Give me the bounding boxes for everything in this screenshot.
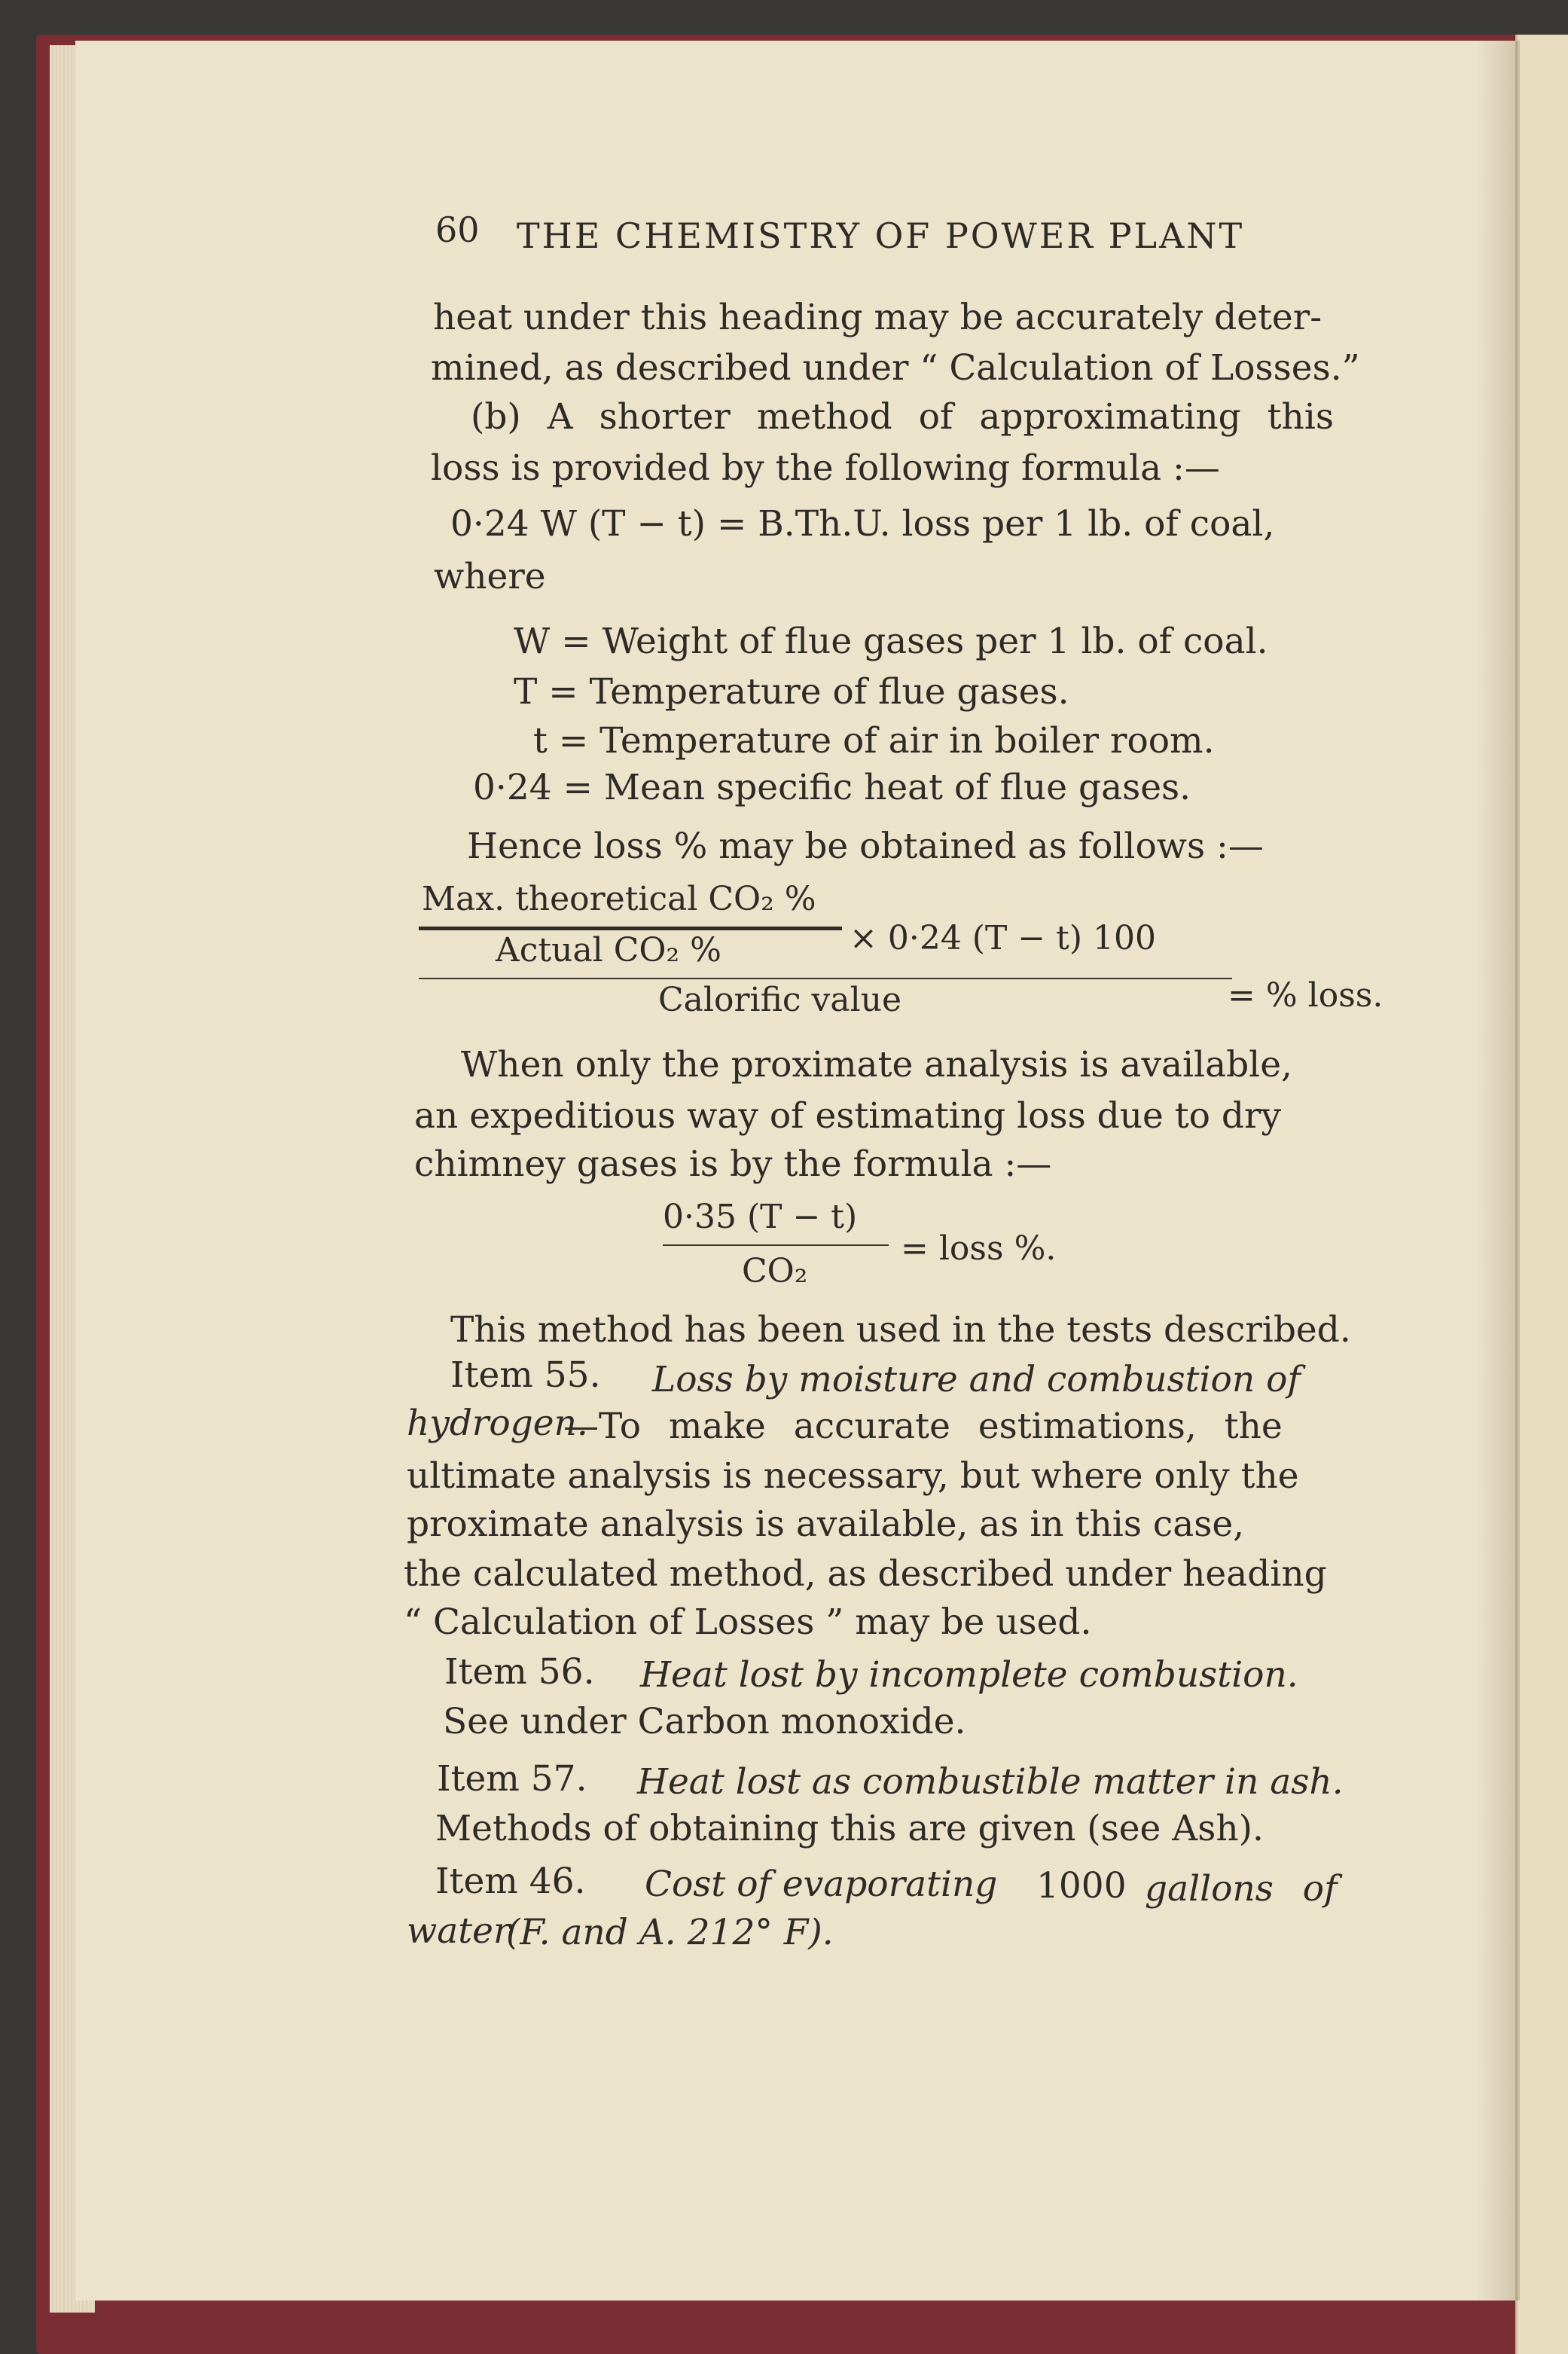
text-line: Methods of obtaining this are given (see Ash). bbox=[435, 1808, 1264, 1849]
item-heading: gallons of bbox=[1145, 1868, 1338, 1910]
item-heading: Loss by moisture and combustion of bbox=[652, 1359, 1301, 1400]
definition-line: t = Temperature of air in boiler room. bbox=[533, 720, 1215, 762]
item-number: Item 46. bbox=[435, 1861, 586, 1902]
formula-actual-co2: Actual CO₂ % bbox=[496, 931, 721, 969]
text-line: proximate analysis is available, as in this case, bbox=[407, 1504, 1245, 1545]
formula2-result: = loss %. bbox=[901, 1229, 1057, 1268]
item-number: Item 55. bbox=[450, 1354, 601, 1396]
text-line: chimney gases is by the formula :— bbox=[414, 1143, 1052, 1185]
definition-line: 0·24 = Mean specific heat of flue gases. bbox=[473, 767, 1191, 808]
definition-line: W = Weight of flue gases per 1 lb. of coal. bbox=[514, 621, 1268, 662]
text-line: the calculated method, as described under heading bbox=[404, 1553, 1327, 1595]
item-heading-number: 1000 bbox=[1036, 1865, 1127, 1907]
formula2-numerator: 0·35 (T − t) bbox=[663, 1198, 858, 1236]
page-number: 60 bbox=[435, 209, 480, 250]
text-line: loss is provided by the following formula :— bbox=[431, 447, 1220, 489]
definition-line: T = Temperature of flue gases. bbox=[514, 671, 1069, 713]
text-line: mined, as described under “ Calculation of Losses.” bbox=[431, 347, 1360, 389]
item-heading: water bbox=[407, 1910, 511, 1952]
item-number: Item 56. bbox=[444, 1651, 595, 1693]
item-heading: hydrogen. bbox=[407, 1403, 588, 1444]
text-line: When only the proximate analysis is available, bbox=[461, 1044, 1292, 1085]
fraction-bar bbox=[419, 927, 842, 930]
text-line: where bbox=[434, 556, 546, 597]
formula-result: = % loss. bbox=[1228, 976, 1383, 1015]
text-line: ultimate analysis is necessary, but where only the bbox=[407, 1455, 1299, 1497]
text-line: Hence loss % may be obtained as follows :— bbox=[467, 826, 1264, 867]
text-line: This method has been used in the tests described. bbox=[450, 1309, 1351, 1351]
fraction-bar bbox=[419, 978, 1232, 979]
text-line: an expeditious way of estimating loss due to dry bbox=[414, 1095, 1281, 1137]
item-number: Item 57. bbox=[437, 1758, 587, 1800]
item-heading: Heat lost by incomplete combustion. bbox=[640, 1654, 1298, 1696]
item-heading: Cost of evaporating bbox=[645, 1864, 998, 1905]
text-line: “ Calculation of Losses ” may be used. bbox=[404, 1601, 1092, 1643]
formula-multiplier: × 0·24 (T − t) 100 bbox=[850, 919, 1156, 957]
text-line: —To make accurate estimations, the bbox=[563, 1406, 1283, 1447]
gutter-shadow bbox=[1476, 41, 1520, 2301]
running-title: THE CHEMISTRY OF POWER PLANT bbox=[517, 215, 1245, 256]
text-line: heat under this heading may be accurately deter- bbox=[433, 297, 1322, 338]
item-heading: Heat lost as combustible matter in ash. bbox=[637, 1761, 1344, 1803]
fraction-bar bbox=[663, 1244, 889, 1246]
formula2-denominator: CO₂ bbox=[742, 1252, 808, 1290]
item-heading: (F. and A. 212° F). bbox=[506, 1912, 834, 1953]
formula-max-co2: Max. theoretical CO₂ % bbox=[422, 880, 816, 918]
text-line: 0·24 W (T − t) = B.Th.U. loss per 1 lb. of coal, bbox=[450, 503, 1275, 545]
formula-calorific-value: Calorific value bbox=[658, 981, 902, 1019]
text-line: (b) A shorter method of approximating this bbox=[471, 396, 1334, 438]
text-line: See under Carbon monoxide. bbox=[443, 1701, 966, 1742]
facing-page-edge bbox=[1515, 35, 1568, 2354]
